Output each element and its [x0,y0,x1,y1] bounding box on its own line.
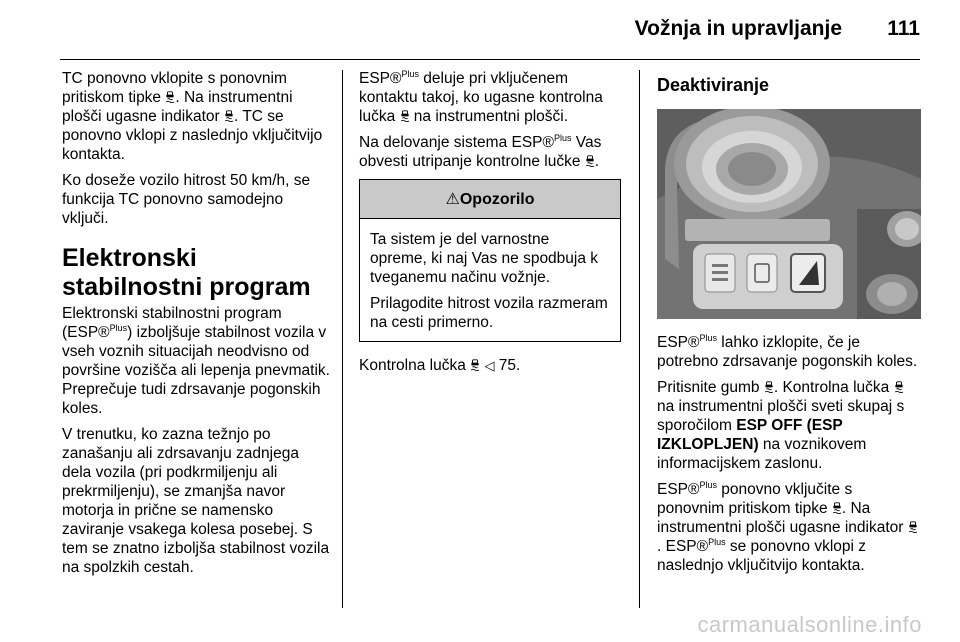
esp-icon [470,359,480,371]
esp-icon [224,110,234,122]
paragraph-esp-function: V trenutku, ko zazna težnjo po zanašanju ali zdrsavanju zadnjega dela vozila (pri podkrmiljenju ali prekrmiljenju), se zmanjša navor motorja in prične se namensko zaviranje vsakega kolesa posebej. S tem se znatno izboljša stabilnost vozila na spolzkih cestah. [62,426,330,576]
warning-text-1: Ta sistem je del varnostne opreme, ki naj Vas ne spodbuja k tveganemu načinu vožnje. [370,231,599,286]
paragraph-reactivate: ESP®$^{Plus}$ ponovno vključite s ponovnim pritiskom tipke . Na instrumentni plošči ugasne indikator . ESP®$^{Plus}$ se ponovno vklopi z naslednjo vključitvijo kontakta. [657,480,922,575]
warning-body [360,219,620,341]
paragraph-tc-auto: Ko doseže vozilo hitrost 50 km/h, se funkcija TC ponovno samodejno vključi. [62,172,311,227]
column-left [62,69,330,584]
paragraph-esp-intro: Elektronski stabilnostni program (ESP®$^{Plus}$) izboljšuje stabilnost vozila v vseh voznih situacijah neodvisno od površine vozišča ali lepenja pnevmatik. Preprečuje tudi zdrsavanje pogonskih koles. [62,305,330,417]
column-middle [359,69,621,382]
paragraph-control-light-ref: Kontrolna lučka ◁ 75. [359,357,521,374]
section-heading-deactivation: Deaktiviranje [657,75,770,95]
watermark: carmanualsonline.info [697,612,922,637]
warning-title: Opozorilo [459,190,535,208]
warning-triangle-icon: ⚠ [445,190,460,208]
esp-icon [908,521,918,533]
section-heading-esp: Elektronski stabilnostni program [62,244,311,301]
paragraph-tc-reactivate: TC ponovno vklopite s ponovnim pritiskom tipke . Na instrumentni plošči ugasne indikator . TC se ponovno vklopi z naslednjo vključitvijo kontakta. [62,70,323,163]
esp-icon [585,155,595,167]
dashboard-illustration [657,109,921,319]
column-divider-1 [342,70,343,608]
page-header [0,0,960,60]
warning-box [359,179,621,342]
message-esp-off: ESP OFF (ESP IZKLOPLJEN) [657,417,843,453]
page-header-title: Vožnja in upravljanje [634,17,842,40]
column-right [657,69,922,582]
esp-icon [165,91,175,103]
paragraph-esp-active: ESP®$^{Plus}$ deluje pri vključenem kontaktu takoj, ko ugasne kontrolna lučka na instrumentni plošči. [359,68,603,125]
dashboard-esp-button-photo [657,109,921,319]
paragraph-deactivate-intro: ESP®$^{Plus}$ lahko izklopite, če je potrebno zdrsavanje pogonskih koles. [657,332,918,370]
header-rule [60,59,920,60]
page-reference-arrow-icon: ◁ [484,358,495,373]
esp-icon [400,110,410,122]
esp-icon [832,502,842,514]
warning-text-2: Prilagodite hitrost vozila razmeram na cesti primerno. [370,295,608,331]
column-divider-2 [639,70,640,608]
paragraph-deactivate-press: Pritisnite gumb . Kontrolna lučka na instrumentni plošči sveti skupaj s sporočilom ESP OFF (ESP IZKLOPLJEN) na voznikovem informacijskem zaslonu. [657,379,905,472]
esp-icon [764,381,774,393]
warning-header [360,180,620,219]
paragraph-esp-blink: Na delovanje sistema ESP®$^{Plus}$ Vas obvesti utripanje kontrolne lučke . [359,132,602,170]
esp-icon [894,381,904,393]
page-number: 111 [887,17,920,40]
